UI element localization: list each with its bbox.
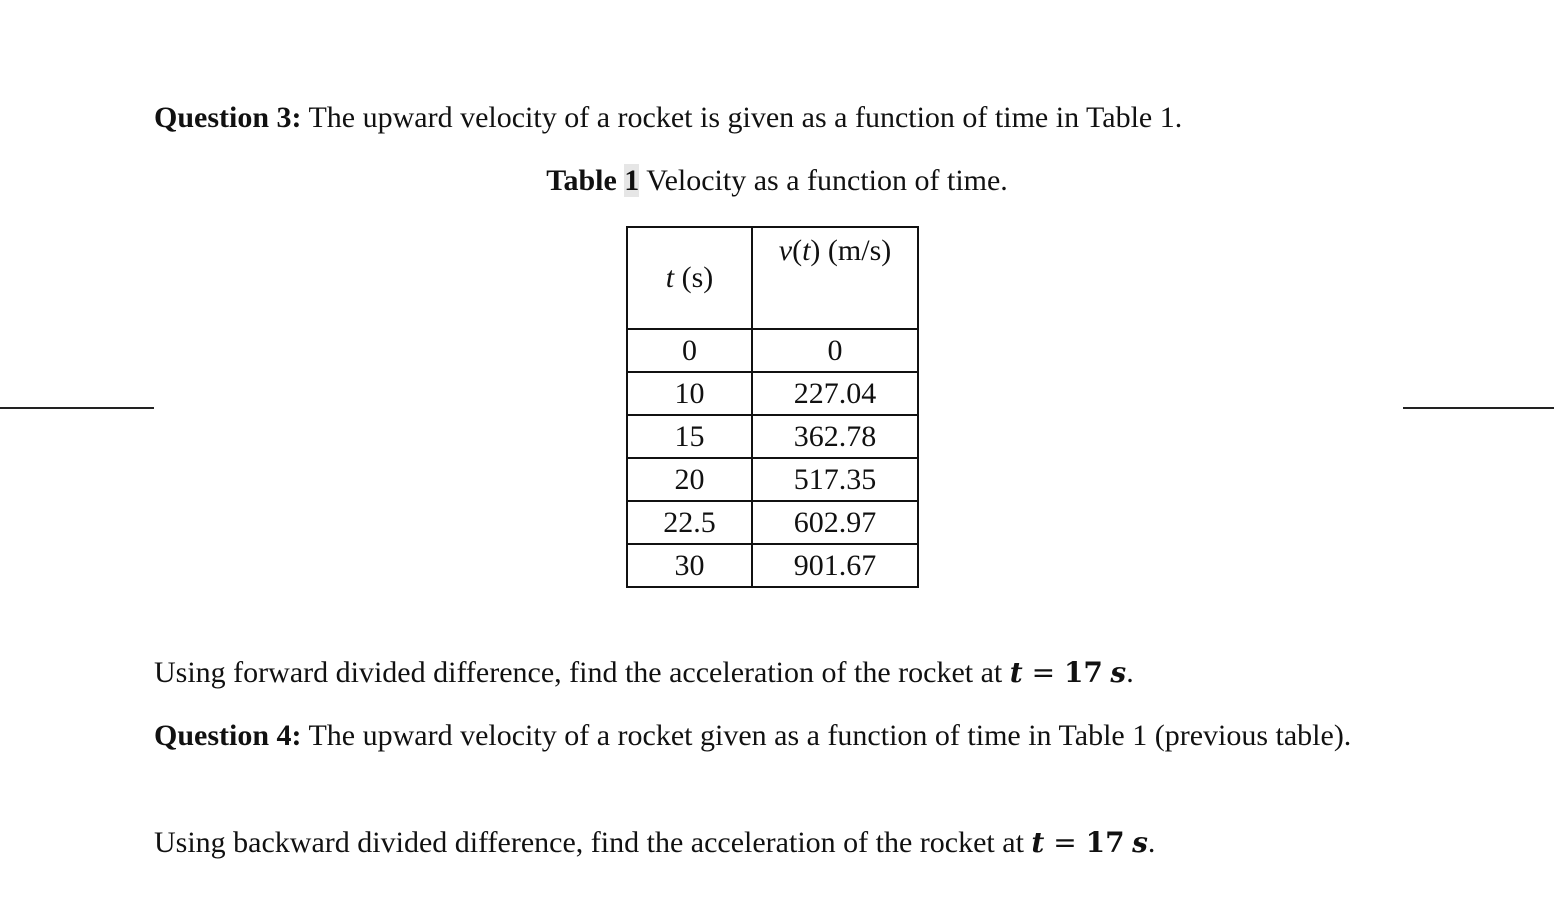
caption-number: 1: [624, 164, 640, 197]
backward-eq: =: [1044, 826, 1086, 859]
backward-difference-prompt: [154, 825, 1394, 860]
forward-end: .: [1126, 656, 1134, 689]
header-velocity-unit: (m/s): [820, 234, 892, 267]
table-row: [627, 458, 918, 501]
header-velocity-arg: t: [802, 234, 811, 267]
forward-value: 17: [1063, 656, 1103, 689]
backward-unit: s: [1132, 826, 1148, 859]
caption-label: Table: [546, 164, 625, 197]
question-4-text: The upward velocity of a rocket given as a function of time in Table 1 (previous table).: [301, 719, 1352, 752]
velocity-table: [626, 226, 919, 588]
cell-velocity: 227.04: [752, 372, 918, 415]
table-row: [627, 501, 918, 544]
question-3-text: The upward velocity of a rocket is given as a function of time in Table 1.: [301, 101, 1183, 134]
cell-time: 0: [627, 329, 752, 372]
backward-text: Using backward divided difference, find the acceleration of the rocket at: [154, 826, 1032, 859]
question-4-label: Question 4:: [154, 719, 302, 752]
header-velocity-var: v: [778, 234, 793, 267]
table-row: [627, 329, 918, 372]
header-time-var: t: [665, 261, 675, 294]
forward-text: Using forward divided difference, find the acceleration of the rocket at: [154, 656, 1010, 689]
table-header-row: [627, 227, 918, 329]
forward-t: t: [1009, 656, 1023, 689]
cell-time: 10: [627, 372, 752, 415]
cell-time: 22.5: [627, 501, 752, 544]
backward-end: .: [1147, 826, 1156, 859]
table-caption: [0, 163, 1554, 199]
cell-velocity: 0: [752, 329, 918, 372]
cell-velocity: 517.35: [752, 458, 918, 501]
forward-unit: s: [1110, 656, 1127, 689]
question-3: [154, 100, 1394, 135]
page-edge-rule-right: [1403, 407, 1554, 409]
table-row: [627, 415, 918, 458]
caption-text: Velocity as a function of time.: [639, 164, 1008, 197]
backward-t: t: [1031, 826, 1045, 859]
cell-velocity: 901.67: [752, 544, 918, 587]
table-row: [627, 372, 918, 415]
header-velocity: v(t) (m/s): [752, 227, 918, 329]
forward-eq: =: [1022, 656, 1064, 689]
forward-difference-prompt: [154, 655, 1394, 690]
header-time-unit: (s): [674, 261, 714, 294]
cell-velocity: 602.97: [752, 501, 918, 544]
header-time: [627, 227, 752, 329]
question-3-label: Question 3:: [154, 101, 302, 134]
table-row: [627, 544, 918, 587]
question-4: [154, 718, 1394, 753]
cell-time: 20: [627, 458, 752, 501]
cell-velocity: 362.78: [752, 415, 918, 458]
cell-time: 15: [627, 415, 752, 458]
cell-time: 30: [627, 544, 752, 587]
backward-value: 17: [1085, 826, 1125, 859]
page-edge-rule-left: [0, 407, 154, 409]
